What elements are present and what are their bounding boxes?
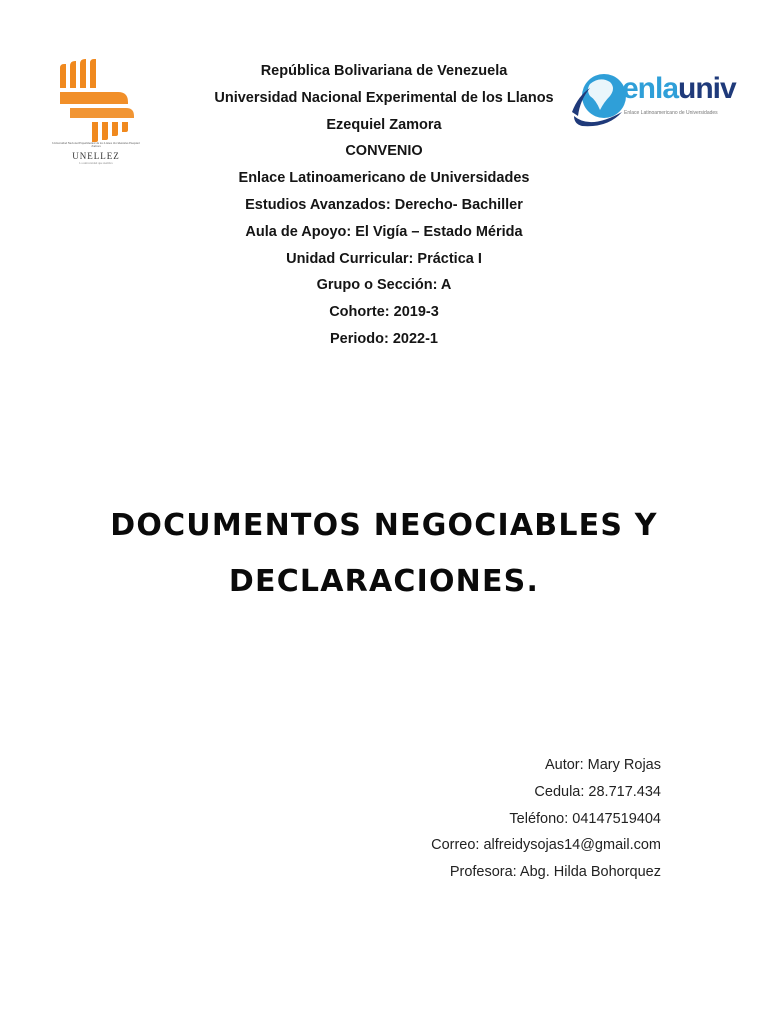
document-title bbox=[0, 498, 768, 610]
unellez-caption: Universidad Nacional Experimental de los Llanos Occidentales Ezequiel Zamora bbox=[52, 141, 140, 149]
title-line-2: DECLARACIONES. bbox=[228, 564, 540, 599]
header-partner: Enlace Latinoamericano de Universidades bbox=[238, 170, 530, 187]
header-course: Unidad Curricular: Práctica I bbox=[286, 250, 482, 267]
header-cohort: Cohorte: 2019-3 bbox=[329, 304, 439, 321]
enlauniv-subtitle: Enlace Latinoamericano de Universidades bbox=[624, 110, 718, 116]
author-id: Cedula: 28.717.434 bbox=[534, 783, 661, 800]
author-phone: Teléfono: 04147519404 bbox=[509, 810, 661, 827]
author-email: Correo: alfreidysojas14@gmail.com bbox=[431, 837, 661, 854]
header-agreement: CONVENIO bbox=[345, 143, 423, 160]
unellez-tagline: La universidad que siembra bbox=[79, 160, 113, 165]
professor-name: Profesora: Abg. Hilda Bohorquez bbox=[449, 864, 661, 881]
header-university: Universidad Nacional Experimental de los Llanos bbox=[214, 89, 554, 106]
author-name: Autor: Mary Rojas bbox=[544, 757, 661, 773]
author-block bbox=[431, 752, 661, 886]
institution-header bbox=[0, 58, 768, 353]
unellez-name: UNELLEZ bbox=[72, 150, 120, 161]
header-period: Periodo: 2022-1 bbox=[330, 330, 438, 347]
header-section: Grupo o Sección: A bbox=[316, 277, 452, 294]
header-country: República Bolivariana de Venezuela bbox=[260, 63, 508, 79]
header-studies: Estudios Avanzados: Derecho- Bachiller bbox=[245, 196, 523, 213]
enlauniv-brand-part1: enla bbox=[622, 72, 679, 105]
enlauniv-brand-part2: univ bbox=[678, 72, 736, 105]
title-line-1: DOCUMENTOS NEGOCIABLES Y bbox=[110, 508, 658, 543]
header-classroom: Aula de Apoyo: El Vigía – Estado Mérida bbox=[245, 223, 523, 240]
header-university-name: Ezequiel Zamora bbox=[326, 116, 442, 133]
